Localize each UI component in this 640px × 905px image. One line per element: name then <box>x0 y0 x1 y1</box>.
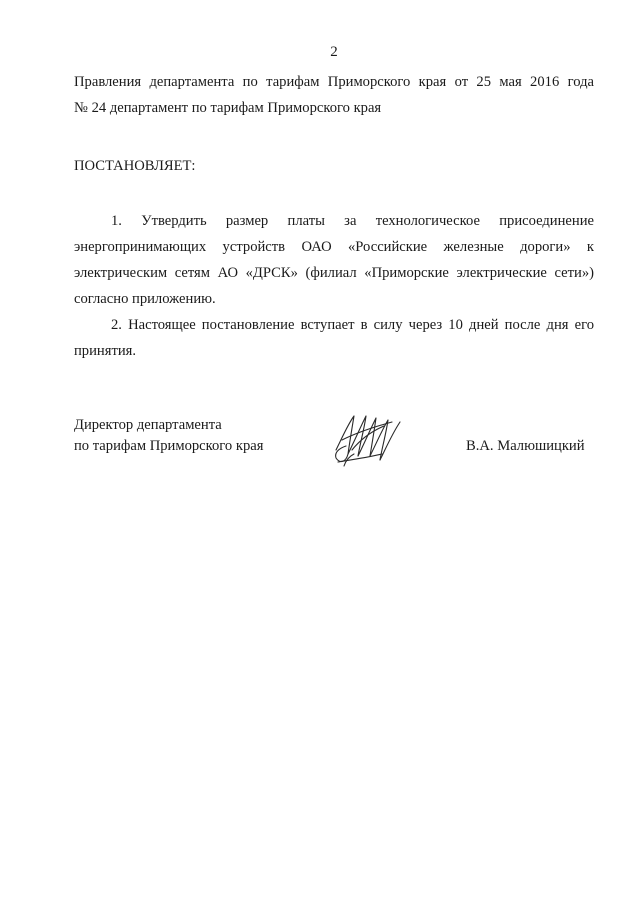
item-2-line-1: 2. Настоящее постановление вступает в силу через 10 дней после дня его <box>111 317 594 333</box>
item-1-line-2: энергопринимающих устройств ОАО «Российские железные дороги» к <box>74 239 594 255</box>
item-1-line-3: электрическим сетям АО «ДРСК» (филиал «Приморские электрические сети») <box>74 265 594 281</box>
item-2-line-2: принятия. <box>74 343 136 359</box>
signatory-name: В.А. Малюшицкий <box>466 438 585 454</box>
item-1-line-4: согласно приложению. <box>74 291 216 307</box>
signatory-title-line-1: Директор департамента <box>74 417 222 433</box>
page-number: 2 <box>330 44 338 60</box>
handwritten-signature <box>330 410 410 472</box>
item-1-line-1: 1. Утвердить размер платы за технологическое присоединение <box>111 213 594 229</box>
header-line-2: № 24 департамент по тарифам Приморского края <box>74 100 382 116</box>
signatory-title-line-2: по тарифам Приморского края <box>74 438 264 454</box>
resolves-heading: ПОСТАНОВЛЯЕТ: <box>74 158 196 174</box>
header-line-1: Правления департамента по тарифам Приморского края от 25 мая 2016 года <box>74 74 594 90</box>
